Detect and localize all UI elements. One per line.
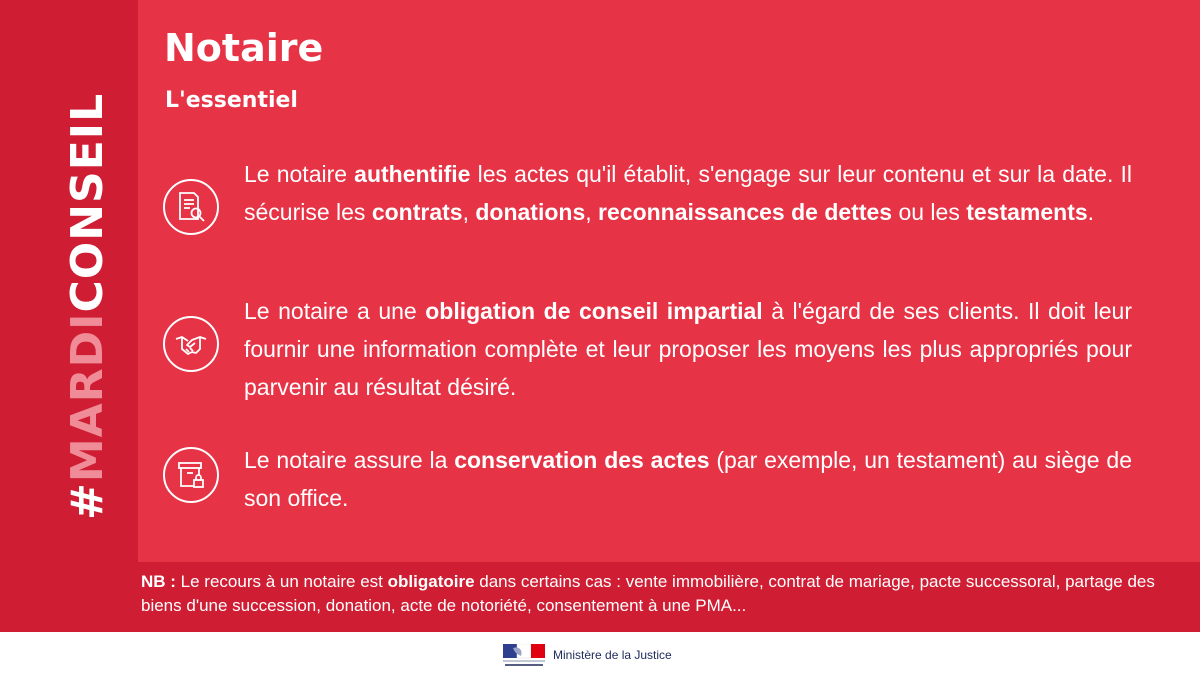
footer: [0, 632, 1200, 675]
page-subtitle: L'essentiel: [165, 88, 298, 113]
item-text: Le notaire a une obligation de conseil impartial à l'égard de ses clients. Il doit leur fournir une information complète et leur proposer les moyens les plus appropriés pour parvenir au résultat désiré.: [244, 298, 1133, 400]
item-text: Le notaire assure la conservation des actes (par exemple, un testament) au siège de son office.: [244, 447, 1132, 511]
nb-bar: [138, 562, 1200, 632]
hashtag-conseil: CONSEIL: [62, 92, 113, 313]
sidebar: [0, 0, 138, 632]
hashtag-mardiconseil: [62, 93, 113, 520]
archive-lock-icon: [163, 447, 219, 503]
nb-note: NB : Le recours à un notaire est obligatoire dans certains cas : vente immobilière, contrat de mariage, pacte successoral, partage des biens d'une succession, donation, acte de notoriété, consentement à une PMA...: [141, 572, 1155, 615]
page-title: Notaire: [164, 26, 324, 70]
nb-label: NB :: [141, 572, 176, 591]
ministry-name: Ministère de la Justice: [553, 648, 672, 662]
hashtag-symbol: #: [62, 482, 113, 520]
main-panel: [138, 0, 1200, 562]
item-text: Le notaire authentifie les actes qu'il établit, s'engage sur leur contenu et sur la date. Il sécurise les contrats, donations, reconnaissances de dettes ou les testaments.: [244, 161, 1132, 225]
document-search-icon: [163, 179, 219, 235]
hashtag-mardi: MARDI: [62, 312, 113, 483]
republique-francaise-logo: [503, 644, 547, 669]
handshake-icon: [163, 316, 219, 372]
